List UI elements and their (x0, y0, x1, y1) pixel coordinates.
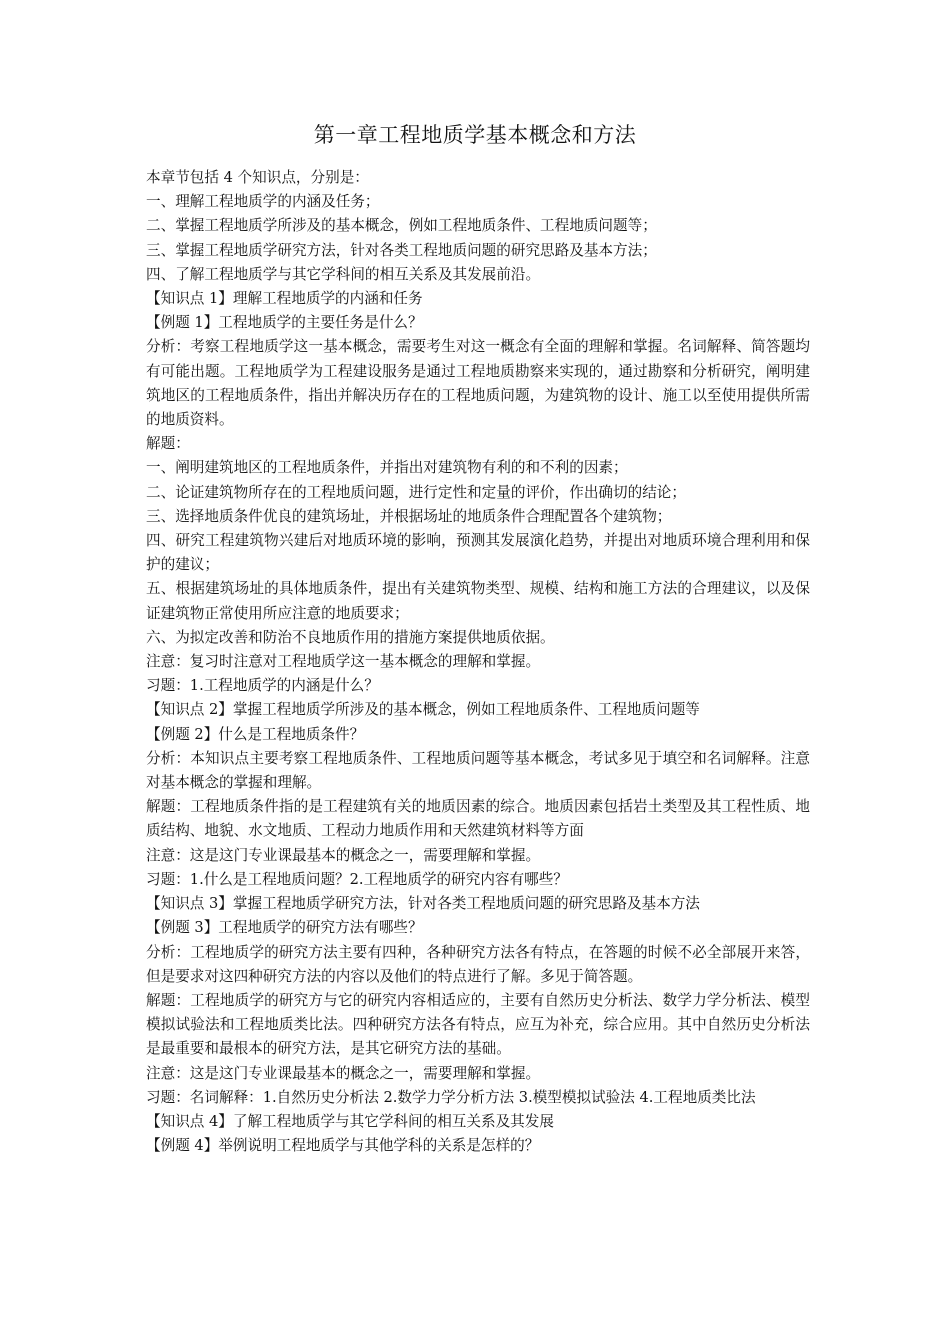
example-1-solution-label: 解题： (146, 435, 190, 453)
example-2-note: 注意：这是这门专业课最基本的概念之一，需要理解和掌握。 (146, 846, 541, 864)
example-3-heading: 【例题 3】工程地质学的研究方法有哪些？ (146, 919, 423, 937)
example-2-solution: 解题：工程地质条件指的是工程建筑有关的地质因素的综合。地质因素包括岩土类型及其工程性质、地质结构、地貌、水文地质、工程动力地质作用和天然建筑材料等方面 (146, 798, 810, 840)
knowledge-point-4-heading: 【知识点 4】了解工程地质学与其它学科间的相互关系及其发展 (146, 1112, 554, 1130)
document-body (146, 166, 810, 1158)
solution-item-1: 一、阐明建筑地区的工程地质条件，并指出对建筑物有利的和不利的因素； (146, 459, 628, 477)
example-3-note: 注意：这是这门专业课最基本的概念之一，需要理解和掌握。 (146, 1064, 541, 1082)
example-1-heading: 【例题 1】工程地质学的主要任务是什么？ (146, 314, 423, 332)
knowledge-point-1-heading: 【知识点 1】理解工程地质学的内涵和任务 (146, 290, 423, 308)
page-title: 第一章工程地质学基本概念和方法 (313, 123, 637, 147)
objective-3: 三、掌握工程地质学研究方法，针对各类工程地质问题的研究思路及基本方法； (146, 241, 657, 259)
example-3-exercise: 习题：名词解释：1.自然历史分析法 2.数学力学分析方法 3.模型模拟试验法 4.工程地质类比法 (146, 1088, 756, 1106)
objective-1: 一、理解工程地质学的内涵及任务； (146, 193, 380, 211)
solution-item-4: 四、研究工程建筑物兴建后对地质环境的影响，预测其发展演化趋势，并提出对地质环境合理利用和保护的建议； (146, 532, 810, 574)
example-1-analysis: 分析：考察工程地质学这一基本概念，需要考生对这一概念有全面的理解和掌握。名词解释、简答题均有可能出题。工程地质学为工程建设服务是通过工程地质勘察来实现的，通过勘察和分析研究，阐明建筑地区的工程地质条件，指出并解决历存在的工程地质问题，为建筑物的设计、施工以至使用提供所需的地质资料。 (146, 338, 810, 429)
solution-item-3: 三、选择地质条件优良的建筑场址，并根据场址的地质条件合理配置各个建筑物； (146, 507, 672, 525)
intro-paragraph: 本章节包括 4 个知识点，分别是： (146, 169, 369, 186)
example-4-heading: 【例题 4】举例说明工程地质学与其他学科的关系是怎样的？ (146, 1137, 540, 1155)
example-2-exercise: 习题：1.什么是工程地质问题？2.工程地质学的研究内容有哪些？ (146, 870, 568, 888)
example-2-analysis: 分析：本知识点主要考察工程地质条件、工程地质问题等基本概念，考试多见于填空和名词解释。注意对基本概念的掌握和理解。 (146, 749, 810, 792)
knowledge-point-3-heading: 【知识点 3】掌握工程地质学研究方法，针对各类工程地质问题的研究思路及基本方法 (146, 895, 700, 913)
knowledge-point-2-heading: 【知识点 2】掌握工程地质学所涉及的基本概念，例如工程地质条件、工程地质问题等 (146, 701, 700, 719)
objective-4: 四、了解工程地质学与其它学科间的相互关系及其发展前沿。 (146, 265, 541, 283)
example-1-note: 注意：复习时注意对工程地质学这一基本概念的理解和掌握。 (146, 653, 541, 671)
objective-2: 二、掌握工程地质学所涉及的基本概念，例如工程地质条件、工程地质问题等； (146, 217, 657, 235)
solution-item-5: 五、根据建筑场址的具体地质条件，提出有关建筑物类型、规模、结构和施工方法的合理建议，以及保证建筑物正常使用所应注意的地质要求； (146, 580, 810, 622)
solution-item-6: 六、为拟定改善和防治不良地质作用的措施方案提供地质依据。 (146, 628, 555, 646)
example-3-solution: 解题：工程地质学的研究方与它的研究内容相适应的，主要有自然历史分析法、数学力学分析法、模型模拟试验法和工程地质类比法。四种研究方法各有特点，应互为补充，综合应用。其中自然历史分析法是最重要和最根本的研究方法，是其它研究方法的基础。 (146, 991, 810, 1058)
example-2-heading: 【例题 2】什么是工程地质条件？ (146, 725, 365, 743)
example-3-analysis: 分析：工程地质学的研究方法主要有四种，各种研究方法各有特点，在答题的时候不必全部展开来答，但是要求对这四种研究方法的内容以及他们的特点进行了解。多见于简答题。 (146, 943, 810, 985)
solution-item-2: 二、论证建筑物所存在的工程地质问题，进行定性和定量的评价，作出确切的结论； (146, 483, 686, 501)
example-1-exercise: 习题：1.工程地质学的内涵是什么？ (146, 677, 379, 695)
